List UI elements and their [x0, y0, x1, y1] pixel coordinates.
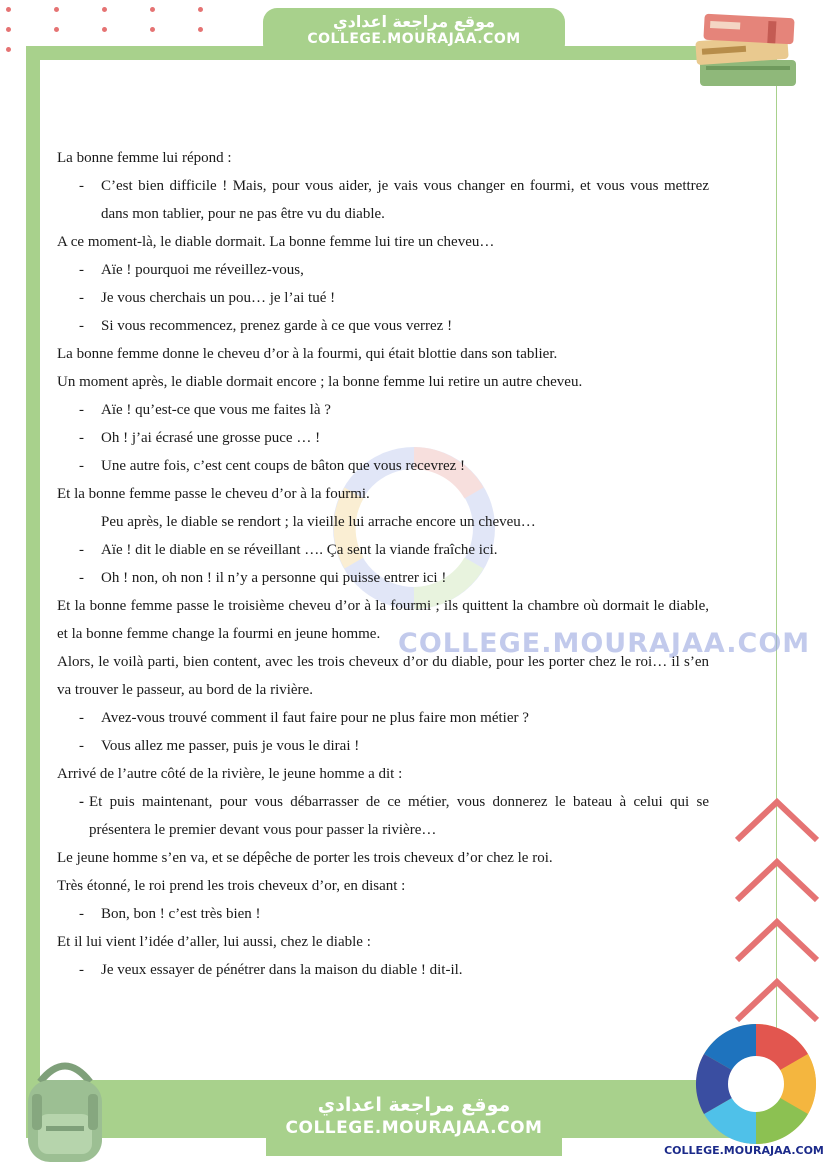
logo-caption: COLLEGE.MOURAJAA.COM [664, 1144, 824, 1157]
dialogue-line: - Je veux essayer de pénétrer dans la maison du diable ! dit-il. [57, 956, 709, 984]
narration-line: Le jeune homme s’en va, et se dépêche de porter les trois cheveux d’or chez le roi. [57, 850, 553, 866]
dialogue-line: - Oh ! non, oh non ! il n’y a personne qui puisse entrer ici ! [57, 564, 709, 592]
dialogue-line: Peu après, le diable se rendort ; la vieille lui arrache encore un cheveu… [101, 514, 536, 530]
decor-dot [198, 27, 203, 32]
story-text [57, 144, 709, 984]
books-icon [692, 8, 802, 93]
dialogue-line: - Bon, bon ! c’est très bien ! [57, 900, 709, 928]
decor-dot [6, 7, 11, 12]
dialogue-line: - Aïe ! qu’est-ce que vous me faites là ? [57, 396, 709, 424]
dialogue-line: - Vous allez me passer, puis je vous le dirai ! [57, 732, 709, 760]
dialogue-line: - Oh ! j’ai écrasé une grosse puce … ! [57, 424, 709, 452]
decor-dot [150, 27, 155, 32]
watermark-text: COLLEGE.MOURAJAA.COM [398, 628, 811, 659]
site-logo-icon [694, 1022, 818, 1146]
dialogue-line: - Avez-vous trouvé comment il faut faire pour ne plus faire mon métier ? [57, 704, 709, 732]
narration-line: La bonne femme lui répond : [57, 150, 232, 166]
decor-dot [198, 7, 203, 12]
narration-line: Un moment après, le diable dormait encore ; la bonne femme lui retire un autre cheveu. [57, 374, 583, 390]
dialogue-line: - Si vous recommencez, prenez garde à ce que vous verrez ! [57, 312, 709, 340]
narration-line: Arrivé de l’autre côté de la rivière, le jeune homme a dit : [57, 766, 403, 782]
decor-dot [6, 47, 11, 52]
header-arabic-title: موقع مراجعة اعدادي [332, 12, 496, 31]
dialogue-line: - Une autre fois, c’est cent coups de bâton que vous recevrez ! [57, 452, 709, 480]
narration-line: Et il lui vient l’idée d’aller, lui aussi, chez le diable : [57, 934, 371, 950]
header-banner [263, 8, 565, 58]
decor-dot [6, 27, 11, 32]
decor-dot [54, 7, 59, 12]
dialogue-line: - Aïe ! dit le diable en se réveillant …. Ça sent la viande fraîche ici. [57, 536, 709, 564]
narration-line: La bonne femme donne le cheveu d’or à la fourmi, qui était blottie dans son tablier. [57, 346, 558, 362]
narration-line: Alors, le voilà parti, bien content, avec les trois cheveux d’or du diable, pour les porter chez le roi… il s’en va trouver le passeur, au bord de la rivière. [57, 654, 709, 698]
narration-line: Et la bonne femme passe le troisième cheveu d’or à la fourmi ; ils quittent la chambre où dormait le diable, et la bonne femme change la fourmi en jeune homme. [57, 598, 709, 642]
chevron-up-icon [733, 792, 823, 1042]
backpack-icon [10, 1054, 120, 1164]
footer-site-url: COLLEGE.MOURAJAA.COM [285, 1118, 543, 1138]
dialogue-line: - Et puis maintenant, pour vous débarrasser de ce métier, vous donnerez le bateau à celui qui se présentera le premier devant vous pour passer la rivière… [57, 788, 709, 844]
header-site-url: COLLEGE.MOURAJAA.COM [307, 31, 521, 47]
narration-line: Et la bonne femme passe le cheveu d’or à la fourmi. [57, 486, 370, 502]
footer-banner [266, 1082, 562, 1156]
narration-line: Très étonné, le roi prend les trois cheveux d’or, en disant : [57, 878, 406, 894]
dialogue-line: - C’est bien difficile ! Mais, pour vous aider, je vais vous changer en fourmi, et vous vous mettrez dans mon tablier, pour ne pas être vu du diable. [57, 172, 709, 228]
dialogue-line: - Aïe ! pourquoi me réveillez-vous, [57, 256, 709, 284]
decor-dot [54, 27, 59, 32]
narration-line: A ce moment-là, le diable dormait. La bonne femme lui tire un cheveu… [57, 234, 495, 250]
decor-dot [102, 7, 107, 12]
footer-arabic-title: موقع مراجعة اعدادي [317, 1094, 511, 1116]
dialogue-line: - Je vous cherchais un pou… je l’ai tué ! [57, 284, 709, 312]
decor-dot [102, 27, 107, 32]
decor-dot [150, 7, 155, 12]
